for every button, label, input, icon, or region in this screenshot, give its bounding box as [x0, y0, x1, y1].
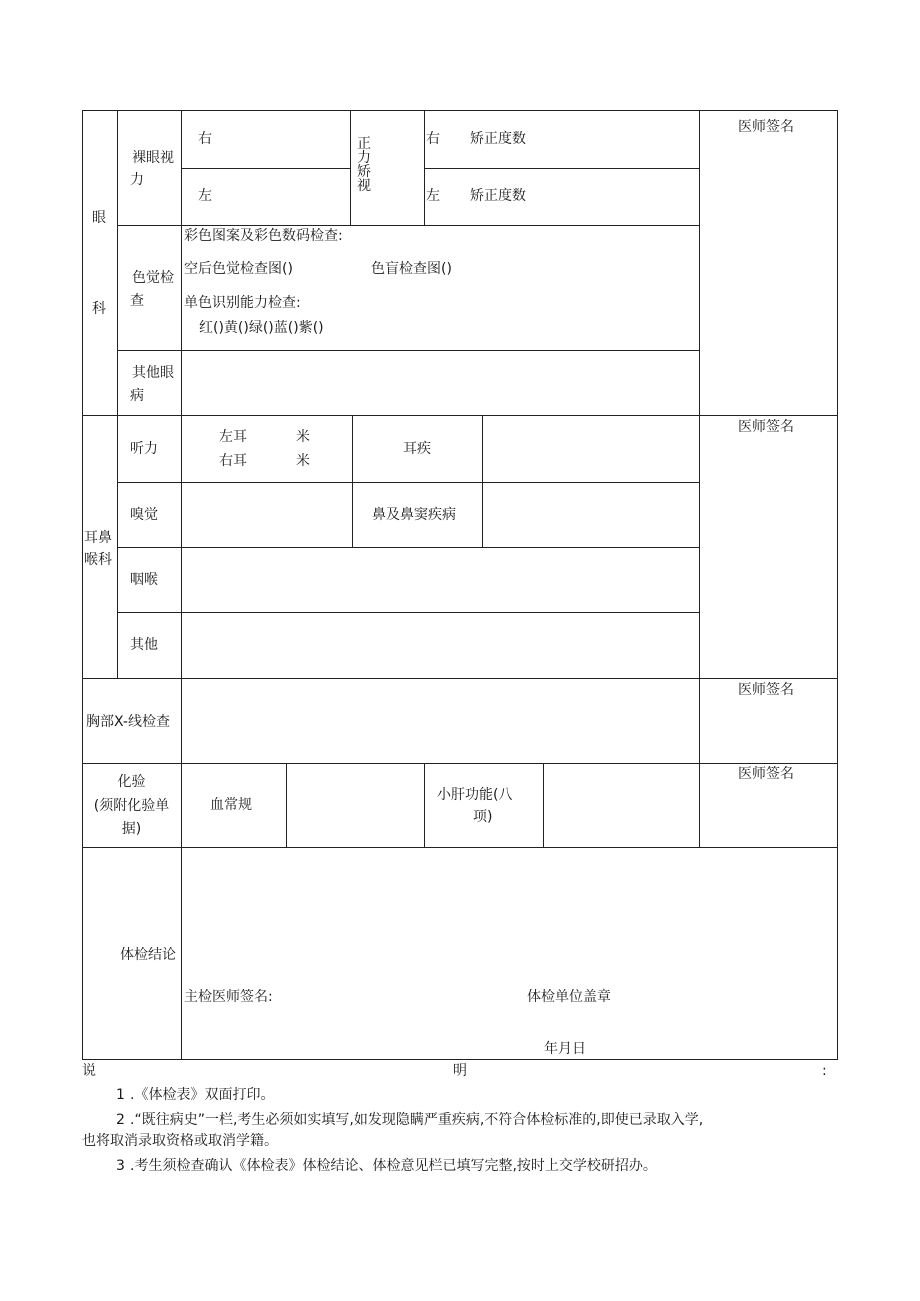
rule: [352, 415, 353, 547]
eye-section-label-1: 眼: [92, 210, 106, 226]
note-3: .考生须检查确认《体检表》体检结论、体检意见栏已填写完整,按时上交学校研招办。: [130, 1158, 657, 1174]
note-3-number: 3: [116, 1158, 125, 1174]
naked-right-label: 右: [198, 131, 212, 147]
note-1: .《体检表》双面打印。: [130, 1087, 275, 1103]
color-vision-label-1: 色觉检: [132, 270, 174, 286]
corrected-left-degree: 矫正度数: [470, 188, 526, 204]
eye-doctor-sign: 医师签名: [738, 119, 794, 135]
rule: [117, 482, 699, 483]
rule: [82, 763, 838, 764]
blood-routine-label: 血常规: [210, 797, 252, 813]
note-2-line-1: .“既往病史”一栏,考生必须如实填写,如发现隐瞒严重疾病,不符合体检标准的,即使已录取入学,: [130, 1112, 704, 1128]
nose-disease-label: 鼻及鼻窦疾病: [372, 507, 456, 523]
rule: [286, 763, 287, 848]
corrected-left-label: 左: [426, 188, 440, 204]
right-ear-unit: 米: [296, 453, 310, 469]
ent-other-label: 其他: [130, 637, 158, 653]
chief-doctor-sign: 主检医师签名:: [184, 989, 273, 1005]
rule: [424, 763, 425, 848]
ent-doctor-sign: 医师签名: [738, 419, 794, 435]
note-2-line-2: 也将取消录取资格或取消学籍。: [82, 1133, 278, 1149]
naked-left-label: 左: [198, 188, 212, 204]
lab-label-1: 化验: [117, 774, 146, 790]
naked-vision-label-2: 力: [130, 172, 144, 188]
rule: [837, 110, 838, 1060]
ent-section-label-2: 喉科: [84, 552, 112, 568]
naked-vision-label-1: 裸眼视: [132, 150, 174, 166]
corrected-right-degree: 矫正度数: [470, 131, 526, 147]
lab-doctor-sign: 医师签名: [738, 766, 794, 782]
left-ear-unit: 米: [296, 429, 310, 445]
color-test-line-4: 红()黄()绿()蓝()紫(): [199, 320, 324, 336]
corrected-vision-label: 正力矫视: [357, 136, 371, 194]
color-test-line-2b: 色盲检查图(): [371, 261, 452, 277]
conclusion-date: 年月日: [544, 1041, 586, 1057]
rule: [82, 110, 838, 111]
rule: [82, 678, 838, 679]
rule: [181, 110, 182, 1060]
rule: [117, 350, 699, 351]
rule: [424, 168, 699, 169]
liver-function-label-2: 项): [473, 809, 493, 825]
liver-function-label-1: 小肝功能(八: [437, 787, 513, 803]
rule: [82, 415, 838, 416]
chest-doctor-sign: 医师签名: [738, 682, 794, 698]
color-vision-label-2: 查: [130, 293, 144, 309]
color-test-line-3: 单色识别能力检查:: [184, 295, 301, 311]
right-ear-label: 右耳: [219, 453, 247, 469]
notes-heading-left: 说: [82, 1063, 96, 1079]
other-eye-label-1: 其他眼: [132, 365, 174, 381]
color-test-line-1: 彩色图案及彩色数码检查:: [184, 228, 343, 244]
other-eye-label-2: 病: [130, 388, 144, 404]
throat-label: 咽喉: [130, 572, 158, 588]
notes-heading-mid: 明: [453, 1063, 467, 1079]
hearing-label: 听力: [130, 441, 158, 457]
color-test-line-2a: 空后色觉检查图(): [184, 261, 293, 277]
notes-heading-right: :: [822, 1063, 827, 1079]
rule: [181, 168, 350, 169]
note-2-number: 2: [116, 1112, 125, 1128]
rule: [82, 847, 838, 848]
chest-xray-label: 胸部X-线检查: [86, 714, 170, 730]
lab-label-3: 据): [121, 821, 142, 837]
corrected-right-label: 右: [426, 131, 440, 147]
ent-section-label-1: 耳鼻: [84, 530, 112, 546]
rule: [117, 547, 699, 548]
rule: [543, 763, 544, 848]
rule: [117, 612, 699, 613]
note-1-number: 1: [116, 1087, 125, 1103]
conclusion-label: 体检结论: [120, 947, 176, 963]
rule: [350, 110, 351, 225]
rule: [117, 110, 118, 678]
rule: [482, 415, 483, 547]
eye-section-label-2: 科: [92, 301, 106, 317]
ear-disease-label: 耳疾: [403, 441, 431, 457]
left-ear-label: 左耳: [219, 429, 247, 445]
rule: [82, 110, 83, 1060]
rule: [699, 110, 700, 848]
hospital-stamp-label: 体检单位盖章: [527, 989, 611, 1005]
smell-label: 嗅觉: [130, 507, 158, 523]
lab-label-2: (须附化验单: [93, 798, 170, 814]
